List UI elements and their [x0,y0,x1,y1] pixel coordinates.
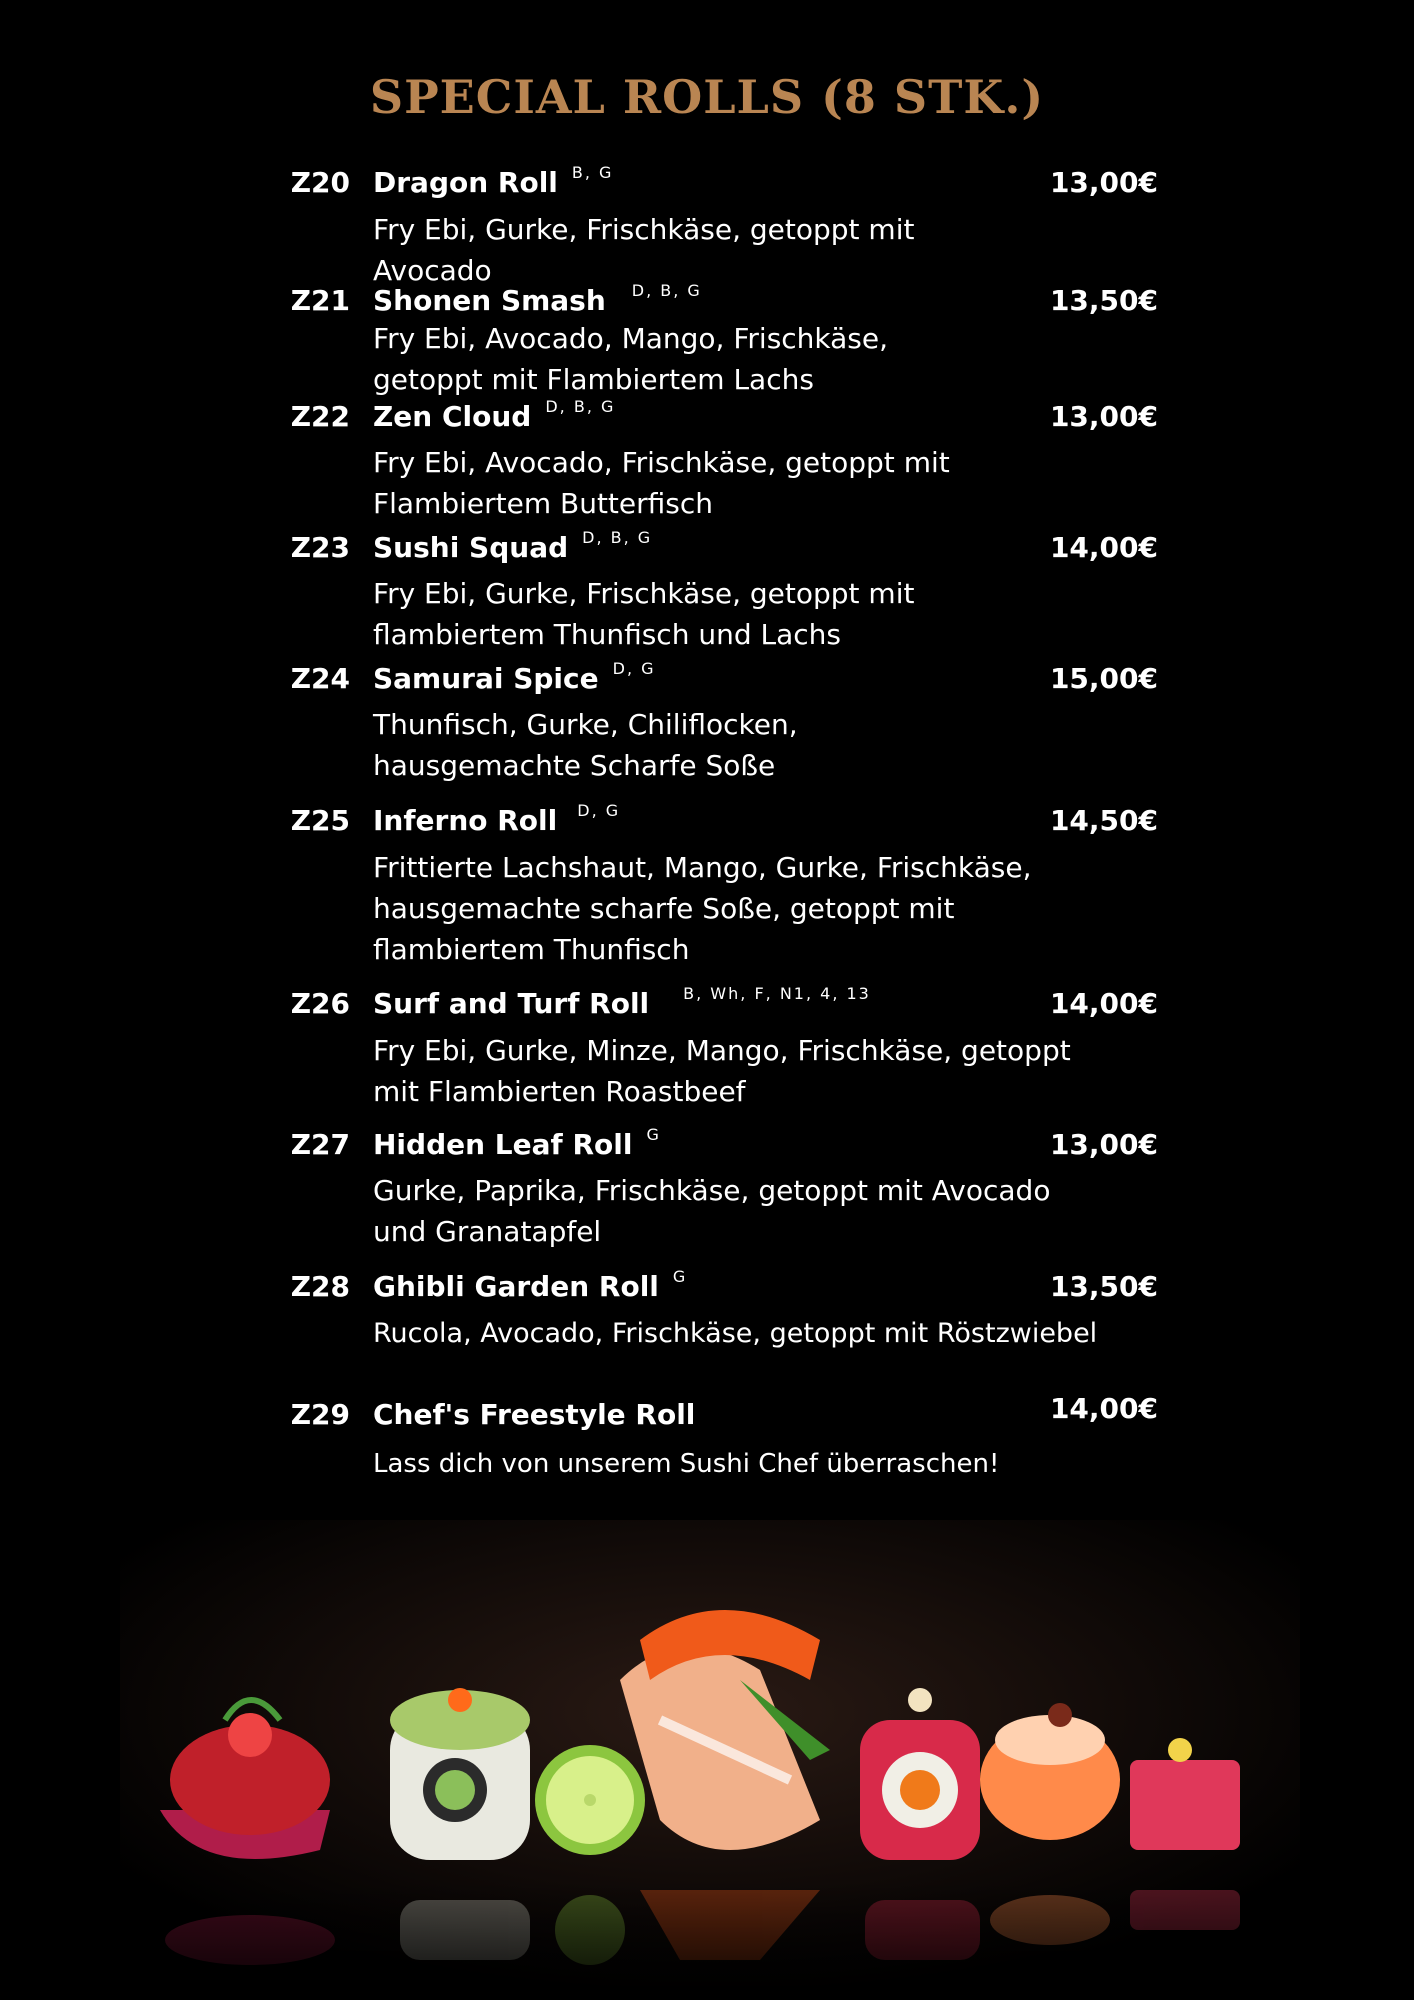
item-code: Z20 [290,166,350,199]
item-name-wrapper [373,282,702,320]
description-line: Gurke, Paprika, Frischkäse, getoppt mit Avocado [373,1174,1051,1207]
item-price: 13,50€ [1049,284,1158,317]
item-price: 14,50€ [1049,804,1158,837]
item-description [373,847,1173,970]
item-description [373,1170,1173,1252]
item-name: Shonen Smash [373,284,606,317]
menu-title: SPECIAL ROLLS (8 STK.) [369,70,1045,124]
item-description [373,209,1173,291]
item-name: Sushi Squad [373,531,569,564]
description-line: Lass dich von unserem Sushi Chef überraschen! [373,1449,1000,1479]
description-line: Fry Ebi, Avocado, Frischkäse, getoppt mit [373,446,950,479]
item-name-wrapper [373,1268,687,1306]
avocado-roll-piece [390,1688,530,1860]
item-code: Z23 [290,531,350,564]
item-code: Z21 [290,284,350,317]
item-price: 13,00€ [1049,400,1158,433]
item-name: Chef's Freestyle Roll [373,1398,696,1431]
item-name: Samurai Spice [373,662,599,695]
item-allergens: D, G [577,801,621,820]
item-name-wrapper [373,802,620,840]
description-line: flambiertem Thunfisch [373,933,690,966]
item-code: Z24 [290,662,350,695]
description-line: Fry Ebi, Avocado, Mango, Frischkäse, [373,322,889,355]
description-line: Frittierte Lachshaut, Mango, Gurke, Frischkäse, [373,851,1032,884]
item-price: 13,50€ [1049,1270,1158,1303]
item-name: Zen Cloud [373,400,532,433]
item-allergens: B, Wh, F, N1, 4, 13 [683,984,871,1003]
item-price: 15,00€ [1049,662,1158,695]
item-name-wrapper [373,164,613,202]
item-code: Z29 [290,1398,350,1431]
item-name-wrapper [373,529,652,567]
description-line: getoppt mit Flambiertem Lachs [373,363,814,396]
item-name: Hidden Leaf Roll [373,1128,633,1161]
item-description [373,442,1173,524]
item-allergens: G [646,1125,661,1144]
description-line: Fry Ebi, Gurke, Minze, Mango, Frischkäse, getoppt [373,1034,1071,1067]
item-allergens: D, B, G [582,528,653,547]
item-code: Z26 [290,987,350,1020]
item-name-wrapper [373,985,871,1023]
item-code: Z27 [290,1128,350,1161]
item-allergens: D, B, G [631,281,702,300]
item-description [373,1444,1173,1485]
description-line: hausgemachte scharfe Soße, getoppt mit [373,892,955,925]
item-code: Z22 [290,400,350,433]
item-allergens: G [672,1267,688,1286]
item-price: 13,00€ [1049,1128,1158,1161]
item-description [373,1313,1233,1354]
item-description [373,573,1173,655]
item-name: Inferno Roll [373,804,558,837]
item-description [373,318,1173,400]
item-name-wrapper [373,398,615,436]
item-allergens: B, G [571,163,614,182]
item-name: Dragon Roll [373,166,558,199]
item-price: 13,00€ [1049,166,1158,199]
description-line: Fry Ebi, Gurke, Frischkäse, getoppt mit [373,213,915,246]
item-code: Z25 [290,804,350,837]
item-name-wrapper [373,1126,661,1164]
description-line: mit Flambierten Roastbeef [373,1075,746,1108]
item-allergens: D, G [612,659,656,678]
description-line: Rucola, Avocado, Frischkäse, getoppt mit Röstzwiebel [373,1318,1098,1349]
item-price: 14,00€ [1049,1392,1158,1425]
item-name-wrapper [373,660,656,698]
item-description [373,704,1173,786]
item-price: 14,00€ [1049,987,1158,1020]
item-code: Z28 [290,1270,350,1303]
item-name-wrapper [373,1396,695,1434]
item-description [373,1030,1173,1112]
description-line: Avocado [373,254,492,287]
description-line: Fry Ebi, Gurke, Frischkäse, getoppt mit [373,577,915,610]
sushi-platter-photo [120,1520,1300,2000]
description-line: Flambiertem Butterfisch [373,487,714,520]
item-allergens: D, B, G [545,397,616,416]
lime-slice [535,1745,645,1855]
item-name: Ghibli Garden Roll [373,1270,659,1303]
description-line: und Granatapfel [373,1215,602,1248]
description-line: Thunfisch, Gurke, Chiliflocken, [373,708,798,741]
item-price: 14,00€ [1049,531,1158,564]
item-name: Surf and Turf Roll [373,987,650,1020]
description-line: hausgemachte Scharfe Soße [373,749,776,782]
description-line: flambiertem Thunfisch und Lachs [373,618,842,651]
